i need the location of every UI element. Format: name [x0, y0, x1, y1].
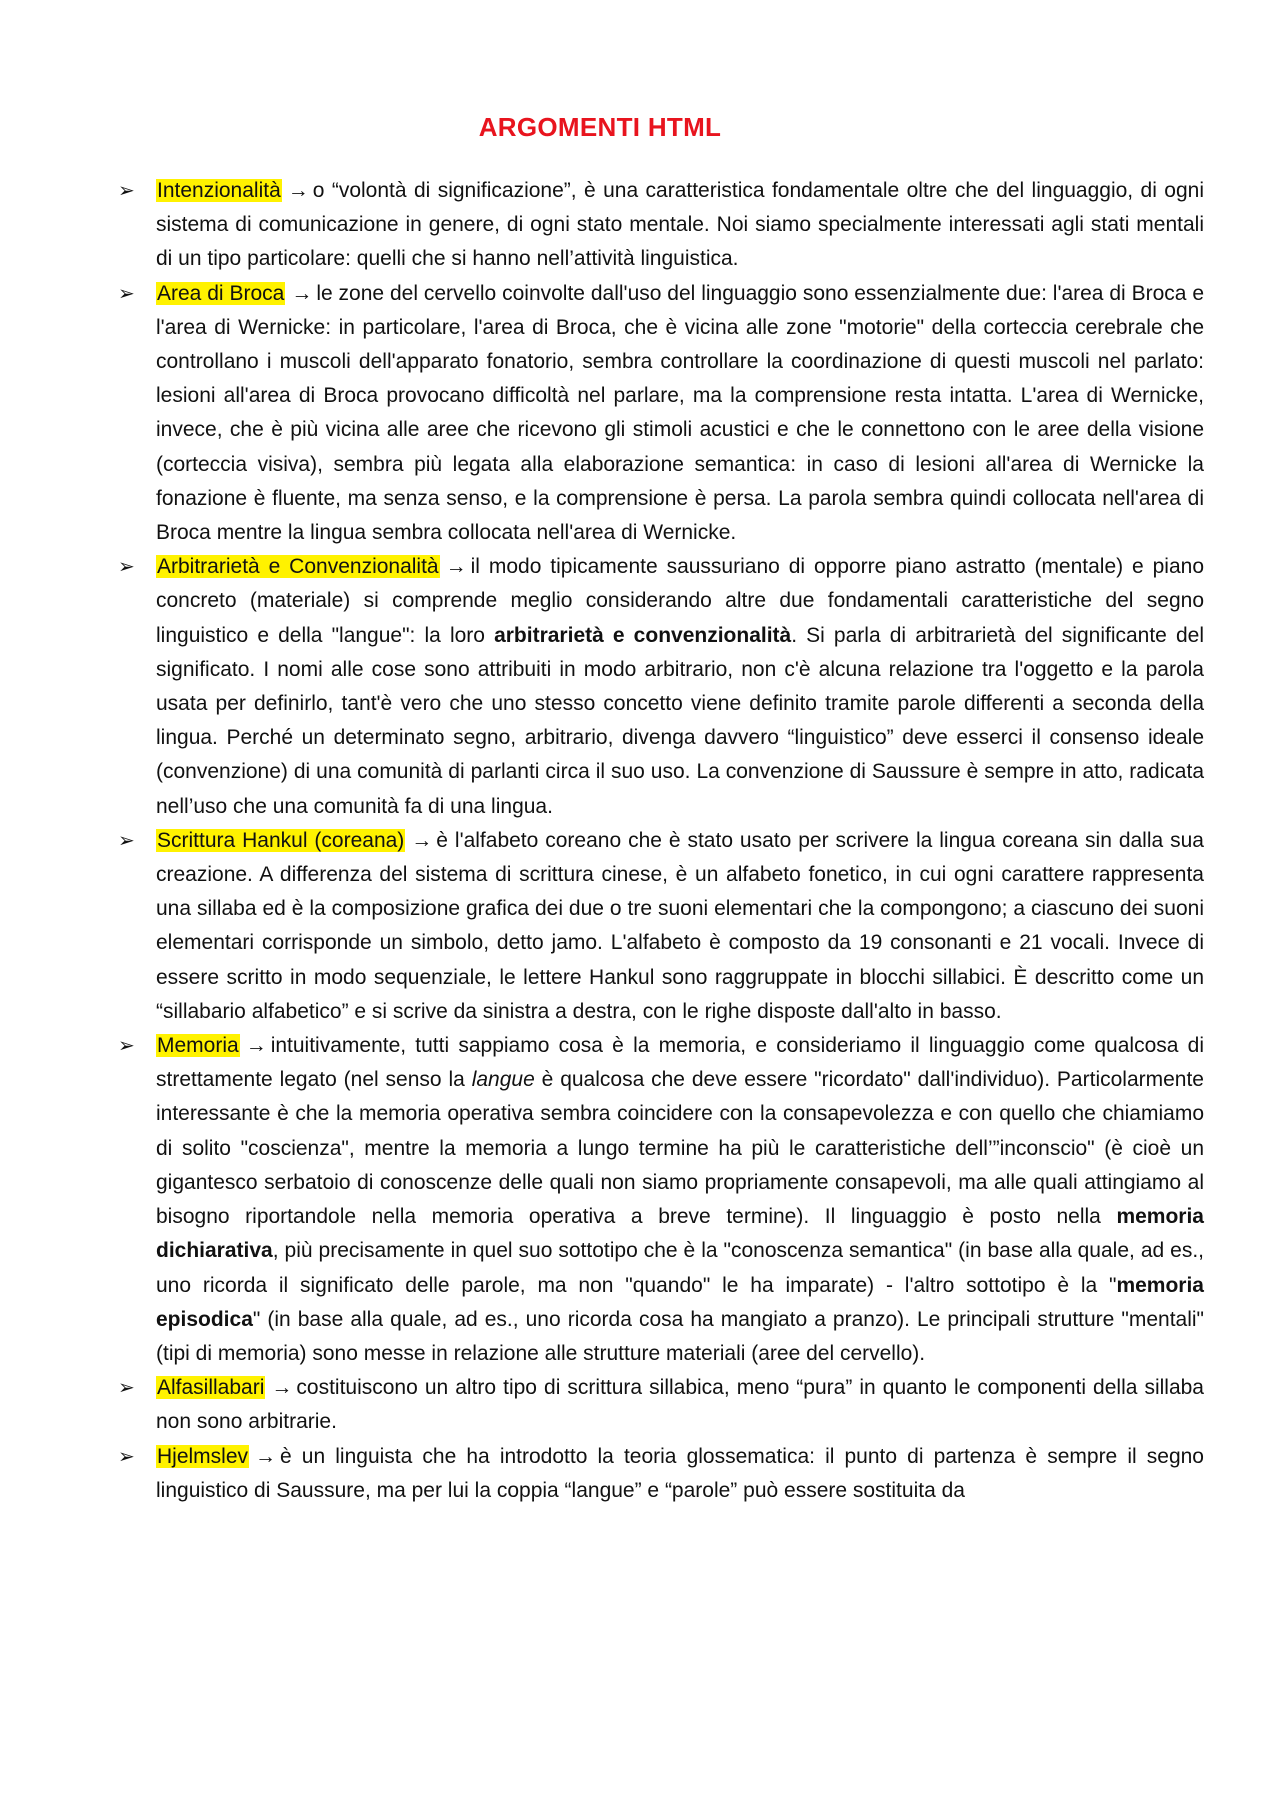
arrowhead-bullet-icon: ➢: [118, 180, 135, 202]
entry-text: è l'alfabeto coreano che è stato usato per scrivere la lingua coreana sin dalla sua creazione. A differenza del sistema di scrittura cinese, è un alfabeto fonetico, in cui ogni carattere rappresenta una sillaba ed è la composizione grafica dei due o tre suoni elementari che la compongono; a ciascuno dei suoni elementari corrisponde un simbolo, detto jamo. L'alfabeto è composto da 19 consonanti e 21 vocali. Invece di essere scritto in modo sequenziale, le lettere Hankul sono raggruppate in blocchi sillabici. È descritto come un “sillabario alfabetico” e si scrive da sinistra a destra, con le righe disposte dall'alto in basso.: [156, 828, 1204, 1023]
highlighted-term: Scrittura Hankul (coreana): [157, 828, 405, 852]
right-arrow-icon: →: [245, 1034, 267, 1058]
entry-text: è qualcosa che deve essere "ricordato" dall'individuo). Particolarmente interessante è che la memoria operativa sembra coincidere con la consapevolezza e con quello che chiamiamo di solito "coscienza", mentre la memoria a lungo termine ha più le caratteristiche dell’”inconscio" (è cioè un gigantesco serbatoio di conoscenze delle quali non siamo propriamente consapevoli, ma alle quali attingiamo al bisogno riportandole nella memoria operativa a breve termine). Il linguaggio è posto nella: [156, 1068, 1204, 1229]
list-item-intenzionalita: [114, 174, 1204, 277]
entry-text: . Si parla di arbitrarietà del significante del significato. I nomi alle cose sono attribuiti in modo arbitrario, non c'è alcuna relazione tra l'oggetto e la parola usata per definirlo, tant'è vero che uno stesso concetto viene definito tramite parole differenti a seconda della lingua. Perché un determinato segno, arbitrario, divenga davvero “linguistico” deve esserci il consenso ideale (convenzione) di una comunità di parlanti circa il suo uso. La convenzione di Saussure è sempre in atto, radicata nell’uso che una comunità fa di una lingua.: [156, 623, 1204, 818]
italic-word: langue: [471, 1068, 535, 1092]
page-title: ARGOMENTI HTML: [478, 112, 722, 142]
list-item-memoria: [114, 1029, 1204, 1371]
bold-phrase: memoria episodica: [156, 1273, 1204, 1331]
entry-text: il modo tipicamente saussuriano di opporre piano astratto (mentale) e piano concreto (materiale) si comprende meglio considerando altre due fondamentali caratteristiche del segno linguistico e della "langue": la loro: [156, 555, 1205, 647]
right-arrow-icon: →: [411, 828, 433, 852]
list-item-hjelmslev: [114, 1440, 1204, 1508]
entry-text: costituiscono un altro tipo di scrittura sillabica, meno “pura” in quanto le componenti della sillaba non sono arbitrarie.: [156, 1376, 1204, 1434]
right-arrow-icon: →: [445, 555, 467, 579]
highlighted-term: Intenzionalità: [157, 179, 281, 202]
highlighted-term: Area di Broca: [157, 281, 285, 305]
entry-text: intuitivamente, tutti sappiamo cosa è la memoria, e consideriamo il linguaggio come qualcosa di strettamente legato (nel senso la: [156, 1034, 1204, 1092]
list-item-arbitrarieta: [114, 550, 1204, 824]
highlighted-term: Hjelmslev: [157, 1444, 249, 1468]
list-item-scrittura-hankul: [114, 824, 1204, 1029]
topic-list: [114, 174, 1204, 1508]
highlighted-term: Arbitrarietà e Convenzionalità: [157, 555, 439, 579]
arrowhead-bullet-icon: ➢: [118, 1445, 135, 1468]
right-arrow-icon: →: [287, 179, 309, 202]
highlighted-term: Alfasillabari: [157, 1376, 265, 1400]
arrowhead-bullet-icon: ➢: [118, 282, 135, 305]
entry-text: le zone del cervello coinvolte dall'uso del linguaggio sono essenzialmente due: l'area di Broca e l'area di Wernicke: in particolare, l'area di Broca, che è vicina alle zone "motorie" della corteccia cerebrale che controllano i muscoli dell'apparato fonatorio, sembra controllare la coordinazione di questi muscoli nel parlato: lesioni all'area di Broca provocano difficoltà nel parlare, ma la comprensione resta intatta. L'area di Wernicke, invece, che è più vicina alle aree che ricevono gli stimoli acustici e che le connettono con le aree della visione (corteccia visiva), sembra più legata alla elaborazione semantica: in caso di lesioni all'area di Wernicke la fonazione è fluente, ma senza senso, e la comprensione è persa. La parola sembra quindi collocata nell'area di Broca mentre la lingua sembra collocata nell'area di Wernicke.: [156, 281, 1205, 545]
list-item-area-di-broca: [114, 277, 1204, 551]
entry-text: " (in base alla quale, ad es., uno ricorda cosa ha mangiato a pranzo). Le principali strutture "mentali" (tipi di memoria) sono messe in relazione alle strutture materiali (aree del cervello).: [156, 1307, 1204, 1365]
arrowhead-bullet-icon: ➢: [118, 1035, 135, 1058]
entry-text: , più precisamente in quel suo sottotipo che è la "conoscenza semantica" (in base alla quale, ad es., uno ricorda il significato delle parole, ma non "quando" le ha imparate) - l'altro sottotipo è la ": [156, 1239, 1204, 1297]
bold-phrase: arbitrarietà e convenzionalità: [494, 623, 792, 647]
right-arrow-icon: →: [255, 1444, 277, 1468]
arrowhead-bullet-icon: ➢: [118, 829, 135, 852]
entry-text: è un linguista che ha introdotto la teoria glossematica: il punto di partenza è sempre il segno linguistico di Saussure, ma per lui la coppia “langue” e “parole” può essere sostituita da: [156, 1444, 1204, 1502]
bold-phrase: memoria dichiarativa: [156, 1205, 1204, 1263]
right-arrow-icon: →: [271, 1376, 293, 1400]
arrowhead-bullet-icon: ➢: [118, 1377, 135, 1400]
highlighted-term: Memoria: [157, 1034, 239, 1058]
list-item-alfasillabari: [114, 1371, 1204, 1439]
right-arrow-icon: →: [291, 281, 313, 305]
arrowhead-bullet-icon: ➢: [118, 556, 135, 579]
entry-text: o “volontà di significazione”, è una caratteristica fondamentale oltre che del linguaggio, di ogni sistema di comunicazione in genere, di ogni stato mentale. Noi siamo specialmente interessati agli stati mentali di un tipo particolare: quelli che si hanno nell’attività linguistica.: [156, 179, 1204, 271]
